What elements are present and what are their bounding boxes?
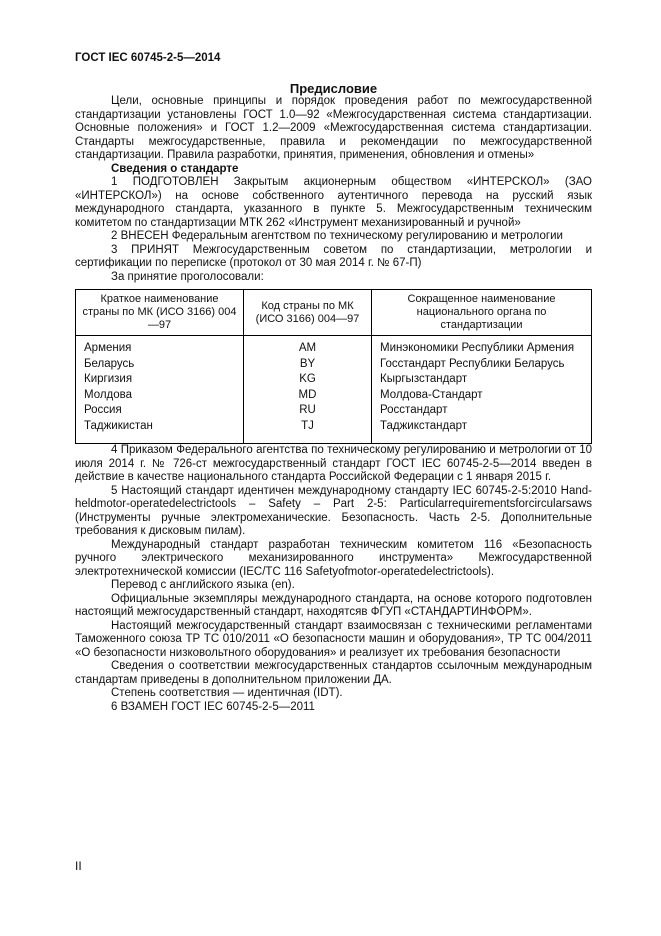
table-cell-code: KG	[244, 372, 372, 388]
foreword-item-5-note-6: Степень соответствия — идентичная (IDT).	[111, 687, 343, 699]
page-title: Предисловие	[289, 80, 378, 96]
table-cell-org: Госстандарт Республики Беларусь	[372, 357, 592, 373]
voting-table	[75, 289, 592, 444]
table-cell-country: Армения	[76, 336, 244, 357]
table-cell-org: Молдова-Стандарт	[372, 388, 592, 404]
table-cell-org: Кыргызстандарт	[372, 372, 592, 388]
table-cell-country: Россия	[76, 403, 244, 419]
table-header-country: Краткое наименование страны по МК (ИСО 3166) 004—97	[76, 290, 244, 336]
table-row	[76, 419, 592, 444]
table-cell-code: RU	[244, 403, 372, 419]
foreword-item-2: 2 ВНЕСЕН Федеральным агентством по техническому регулированию и метрологии	[111, 230, 563, 242]
table-cell-code: TJ	[244, 419, 372, 444]
foreword-item-5-note-2: Перевод с английского языка (en).	[111, 579, 295, 591]
info-section-heading: Сведения о стандарте	[111, 162, 239, 175]
table-cell-code: MD	[244, 388, 372, 404]
foreword-item-6: 6 ВЗАМЕН ГОСТ IEC 60745-2-5—2011	[111, 700, 315, 713]
table-header-org: Сокращенное наименование национального органа по стандартизации	[372, 290, 592, 336]
table-row	[76, 372, 592, 388]
table-row	[76, 357, 592, 373]
table-cell-org: Таджикстандарт	[372, 419, 592, 444]
foreword-item-4: 4 Приказом Федерального агентства по техническому регулированию и метрологии от 10 июля 2014 г. № 726-ст межгосударственный стандарт ГОСТ IEC 60745-2-5—2014 введен в действие в качестве национального стандарта Российской Федерации с 1 января 2015 г.	[75, 444, 592, 483]
foreword-item-5: 5 Настоящий стандарт идентичен международному стандарту IEC 60745-2-5:2010 Hand-heldmotor-operatedelectrictools – Safety – Part 2-5: Particularrequirementsforcircularsaws (Инструменты ручные электромеханические. Безопасность. Часть 2-5. Дополнительные требования к дисковым пилам).	[75, 484, 592, 537]
foreword-item-5-note-4: Настоящий межгосударственный стандарт взаимосвязан с техническими регламентами Таможенного союза ТР ТС 010/2011 «О безопасности машин и оборудования», ТР ТС 004/2011 «О безопасности низковольтного оборудования» и реализует их требования безопасности	[75, 619, 592, 659]
table-row	[76, 403, 592, 419]
foreword-item-3: 3 ПРИНЯТ Межгосударственным советом по стандартизации, метрологии и сертификации по переписке (протокол от 30 мая 2014 г. № 67-П)	[75, 243, 592, 269]
table-row	[76, 388, 592, 404]
table-cell-org: Росстандарт	[372, 403, 592, 419]
table-cell-country: Беларусь	[76, 357, 244, 373]
voting-table-header-row	[76, 290, 592, 336]
voting-lead: За принятие проголосовали:	[111, 270, 264, 283]
table-cell-country: Таджикистан	[76, 419, 244, 444]
page-number: II	[75, 859, 82, 873]
table-row	[76, 336, 592, 357]
foreword-item-1: 1 ПОДГОТОВЛЕН Закрытым акционерным обществом «ИНТЕРСКОЛ» (ЗАО «ИНТЕРСКОЛ») на основе собственного аутентичного перевода на русский язык международного стандарта, указанного в пункте 5. Межгосударственным техническим комитетом по стандартизации МТК 262 «Инструмент механизированный и ручной»	[75, 176, 592, 229]
table-cell-country: Киргизия	[76, 372, 244, 388]
foreword-item-5-note-5: Сведения о соответствии межгосударственных стандартов ссылочным международным стандартам приведены в дополнительном приложении ДА.	[75, 660, 592, 686]
table-header-code: Код страны по МК (ИСО 3166) 004—97	[244, 290, 372, 336]
document-header: ГОСТ IEC 60745-2-5—2014	[75, 52, 221, 64]
table-cell-org: Минэкономики Республики Армения	[372, 336, 592, 357]
foreword-item-5-note-1: Международный стандарт разработан техническим комитетом 116 «Безопасность ручного электрического механизированного инструмента» Межгосударственной электротехнической комиссии (IEC/ТС 116 Safetyofmotor-operatedelectrictools).	[75, 538, 592, 578]
table-cell-code: BY	[244, 357, 372, 373]
foreword-intro: Цели, основные принципы и порядок проведения работ по межгосударственной стандартизации установлены ГОСТ 1.0—92 «Межгосударственная система стандартизации. Основные положения» и ГОСТ 1.2—2009 «Межгосударственная система стандартизации. Стандарты межгосударственные, правила и рекомендации по межгосударственной стандартизации. Правила разработки, принятия, применения, обновления и отмены»	[75, 95, 592, 161]
table-cell-country: Молдова	[76, 388, 244, 404]
foreword-item-5-note-3: Официальные экземпляры международного стандарта, на основе которого подготовлен настоящий межгосударственный стандарт, находятсяв ФГУП «СТАНДАРТИНФОРМ».	[75, 592, 592, 618]
table-cell-code: AM	[244, 336, 372, 357]
